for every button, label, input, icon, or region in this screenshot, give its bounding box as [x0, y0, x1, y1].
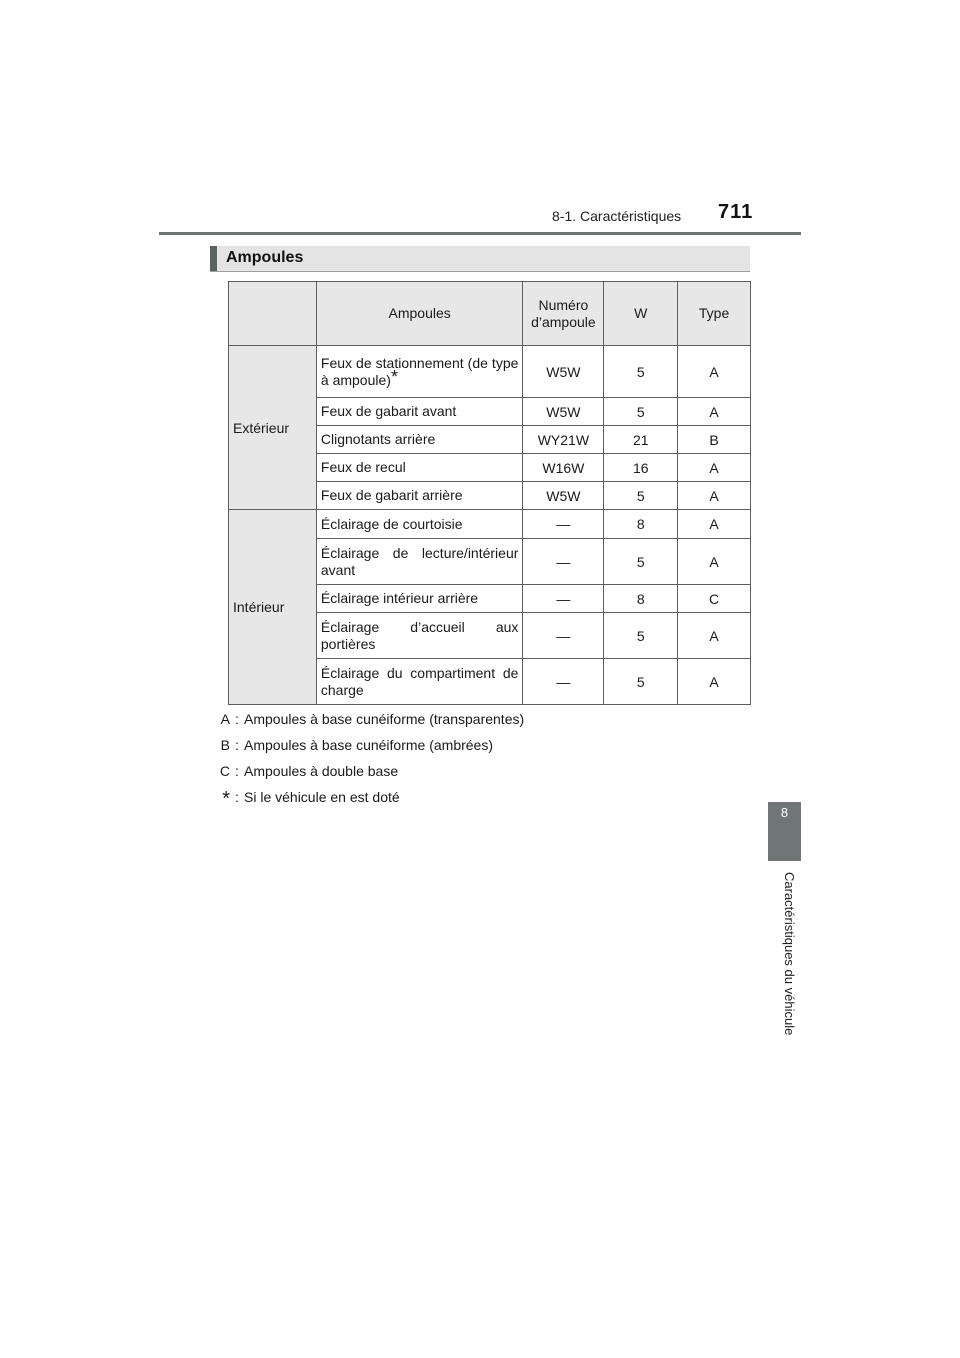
note-text: Ampoules à base cunéiforme (transparentes)	[244, 711, 525, 727]
note-c	[214, 763, 524, 789]
bulb-number: —	[523, 659, 604, 705]
bulb-watts: 5	[604, 539, 678, 585]
bulb-name	[316, 346, 523, 398]
chapter-tab: 8	[768, 802, 801, 861]
bulb-name: Éclairage de lecture/intérieur avant	[316, 539, 523, 585]
bulb-type: A	[678, 613, 751, 659]
bulb-watts: 5	[604, 613, 678, 659]
bulb-watts: 5	[604, 346, 678, 398]
bulb-type: A	[678, 659, 751, 705]
bulb-table	[228, 281, 751, 705]
bulb-name: Feux de gabarit avant	[316, 398, 523, 426]
bulb-type: A	[678, 510, 751, 539]
header-bulb-number: Numéro d’ampoule	[523, 282, 604, 346]
bulb-number: WY21W	[523, 426, 604, 454]
group-exterior: Extérieur	[229, 346, 317, 510]
note-separator: :	[235, 789, 239, 805]
footnote-asterisk: *	[390, 366, 398, 387]
bulb-number: —	[523, 539, 604, 585]
section-heading-accent	[210, 246, 217, 271]
legend-notes	[214, 711, 524, 815]
note-key: B	[220, 737, 230, 753]
header-bulbs: Ampoules	[316, 282, 523, 346]
table-row	[229, 346, 751, 398]
bulb-number: —	[523, 613, 604, 659]
note-a	[214, 711, 524, 737]
bulb-watts: 5	[604, 659, 678, 705]
running-header-section: 8-1. Caractéristiques	[552, 208, 682, 224]
bulb-watts: 8	[604, 510, 678, 539]
bulb-watts: 5	[604, 482, 678, 510]
note-b	[214, 737, 524, 763]
bulb-watts: 16	[604, 454, 678, 482]
bulb-number: W16W	[523, 454, 604, 482]
note-separator: :	[235, 737, 239, 753]
note-asterisk	[214, 789, 524, 815]
bulb-number: W5W	[523, 482, 604, 510]
note-separator: :	[235, 711, 239, 727]
table-header-row	[229, 282, 751, 346]
note-text: Ampoules à base cunéiforme (ambrées)	[244, 737, 494, 753]
header-group	[229, 282, 317, 346]
bulb-name: Éclairage d’accueil aux portières	[316, 613, 523, 659]
note-key: *	[222, 788, 230, 810]
bulb-type: A	[678, 398, 751, 426]
note-text: Si le véhicule en est doté	[244, 789, 400, 805]
bulb-watts: 5	[604, 398, 678, 426]
bulb-name: Éclairage du compartiment de charge	[316, 659, 523, 705]
table-row	[229, 510, 751, 539]
header-rule	[159, 232, 801, 235]
bulb-name: Éclairage intérieur arrière	[316, 585, 523, 613]
bulb-type: B	[678, 426, 751, 454]
bulb-type: C	[678, 585, 751, 613]
bulb-name: Feux de gabarit arrière	[316, 482, 523, 510]
bulb-number: W5W	[523, 346, 604, 398]
bulb-watts: 21	[604, 426, 678, 454]
bulb-number: —	[523, 585, 604, 613]
bulb-type: A	[678, 482, 751, 510]
section-title: Ampoules	[226, 249, 304, 266]
bulb-type: A	[678, 539, 751, 585]
bulb-type: A	[678, 346, 751, 398]
group-interior: Intérieur	[229, 510, 317, 705]
bulb-number: W5W	[523, 398, 604, 426]
note-text: Ampoules à double base	[244, 763, 399, 779]
header-watts: W	[604, 282, 678, 346]
chapter-label: Caractéristiques du véhicule	[782, 872, 797, 1036]
bulb-watts: 8	[604, 585, 678, 613]
bulb-number: —	[523, 510, 604, 539]
note-key: C	[219, 763, 230, 779]
section-heading-bar	[210, 246, 750, 272]
header-type: Type	[678, 282, 751, 346]
note-separator: :	[235, 763, 239, 779]
bulb-name: Éclairage de courtoisie	[316, 510, 523, 539]
bulb-name: Clignotants arrière	[316, 426, 523, 454]
page-number: 711	[718, 201, 754, 223]
note-key: A	[220, 711, 230, 727]
bulb-name-text: Feux de stationnement (de type à ampoule)	[320, 354, 519, 388]
bulb-name: Feux de recul	[316, 454, 523, 482]
bulb-type: A	[678, 454, 751, 482]
